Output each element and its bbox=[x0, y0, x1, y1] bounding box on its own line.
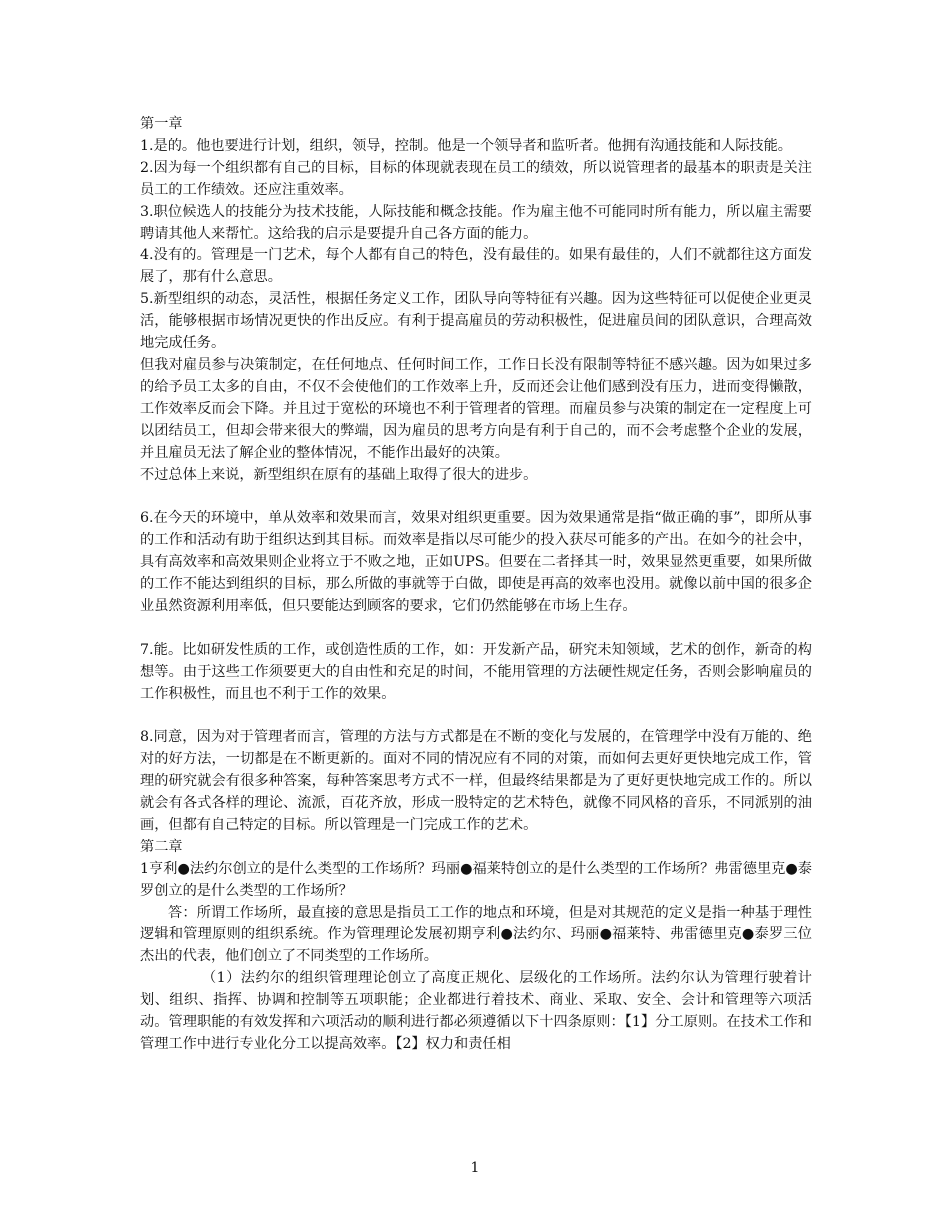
question-1: 1亨利●法约尔创立的是什么类型的工作场所？玛丽●福莱特创立的是什么类型的工作场所？弗雷德里克●泰罗创立的是什么类型的工作场所？ bbox=[140, 860, 812, 899]
answer-1: 1.是的。他也要进行计划，组织，领导，控制。他是一个领导者和监听者。他拥有沟通技能和人际技能。 bbox=[140, 137, 792, 154]
answer-2: 2.因为每一个组织都有自己的目标，目标的体现就表现在员工的绩效，所以说管理者的最基本的职责是关注员工的工作绩效。还应注重效率。 bbox=[140, 159, 812, 198]
paragraph-gap bbox=[140, 618, 812, 640]
page-number: 1 bbox=[470, 1160, 480, 1176]
answer-7: 7.能。比如研发性质的工作，或创造性质的工作，如：开发新产品，研究未知领域，艺术的创作，新奇的构想等。由于这些工作须要更大的自由性和充足的时间，不能用管理的方法硬性规定任务，否则会影响雇员的工作积极性，而且也不利于工作的效果。 bbox=[140, 641, 812, 702]
answer-point-1: （1）法约尔的组织管理理论创立了高度正规化、层级化的工作场所。法约尔认为管理行驶着计划、组织、指挥、协调和控制等五项职能；企业都进行着技术、商业、采取、安全、会计和管理等六项活动。管理职能的有效发挥和六项活动的顺利进行都必须遵循以下十四条原则：【1】分工原则。在技术工作和管理工作中进行专业化分工以提高效率。【2】权力和责任相 bbox=[140, 970, 812, 1053]
answer-5: 5.新型组织的动态，灵活性，根据任务定义工作，团队导向等特征有兴趣。因为这些特征可以促使企业更灵活，能够根据市场情况更快的作出反应。有利于提高雇员的劳动积极性，促进雇员间的团队意识，合理高效地完成任务。 bbox=[140, 291, 812, 352]
answer-8: 8.同意，因为对于管理者而言，管理的方法与方式都是在不断的变化与发展的，在管理学中没有万能的、绝对的好方法，一切都是在不断更新的。面对不同的情况应有不同的对策，而如何去更好更快地完成工作，管理的研究就会有很多种答案，每种答案思考方式不一样，但最终结果都是为了更好更快地完成工作的。所以就会有各式各样的理论、流派，百花齐放，形成一股特定的艺术特色，就像不同风格的音乐，不同派别的油画，但都有自己特定的目标。所以管理是一门完成工作的艺术。 bbox=[140, 729, 812, 833]
paragraph-gap bbox=[140, 486, 812, 508]
answer-intro: 答：所谓工作场所，最直接的意思是指员工工作的地点和环境，但是对其规范的定义是指一种基于理性逻辑和管理原则的组织系统。作为管理理论发展初期亨利●法约尔、玛丽●福莱特、弗雷德里克●泰罗三位杰出的代表，他们创立了不同类型的工作场所。 bbox=[140, 904, 812, 965]
answer-3: 3.职位候选人的技能分为技术技能，人际技能和概念技能。作为雇主他不可能同时所有能力，所以雇主需要聘请其他人来帮忙。这给我的启示是要提升自己各方面的能力。 bbox=[140, 203, 812, 242]
chapter-1-heading: 第一章 bbox=[140, 116, 183, 132]
answer-6: 6.在今天的环境中，单从效率和效果而言，效果对组织更重要。因为效果通常是指“做正确的事”，即所从事的工作和活动有助于组织达到其目标。而效率是指以尽可能少的投入获尽可能多的产出。在如今的社会中，具有高效率和高效果则企业将立于不败之地，正如UPS。但要在二者择其一时，效果显然更重要，如果所做的工作不能达到组织的目标，那么所做的事就等于白做，即使是再高的效率也没用。就像以前中国的很多企业虽然资源利用率低，但只要能达到顾客的要求，它们仍然能够在市场上生存。 bbox=[140, 510, 812, 614]
answer-5-continued: 但我对雇员参与决策制定，在任何地点、任何时间工作，工作日长没有限制等特征不感兴趣。因为如果过多的给予员工太多的自由，不仅不会使他们的工作效率上升，反而还会让他们感到没有压力，进而变得懒散，工作效率反而会下降。并且过于宽松的环境也不利于管理者的管理。而雇员参与决策的制定在一定程度上可以团结员工，但却会带来很大的弊端，因为雇员的思考方向是有利于自己的，而不会考虑整个企业的发展，并且雇员无法了解企业的整体情况，不能作出最好的决策。 bbox=[140, 356, 812, 461]
document-body bbox=[140, 114, 812, 1056]
answer-5-conclusion: 不过总体上来说，新型组织在原有的基础上取得了很大的进步。 bbox=[140, 466, 538, 483]
answer-4: 4.没有的。管理是一门艺术，每个人都有自己的特色，没有最佳的。如果有最佳的，人们不就都往这方面发展了，那有什么意思。 bbox=[140, 247, 812, 286]
chapter-2-heading: 第二章 bbox=[140, 838, 183, 855]
paragraph-gap bbox=[140, 705, 812, 727]
